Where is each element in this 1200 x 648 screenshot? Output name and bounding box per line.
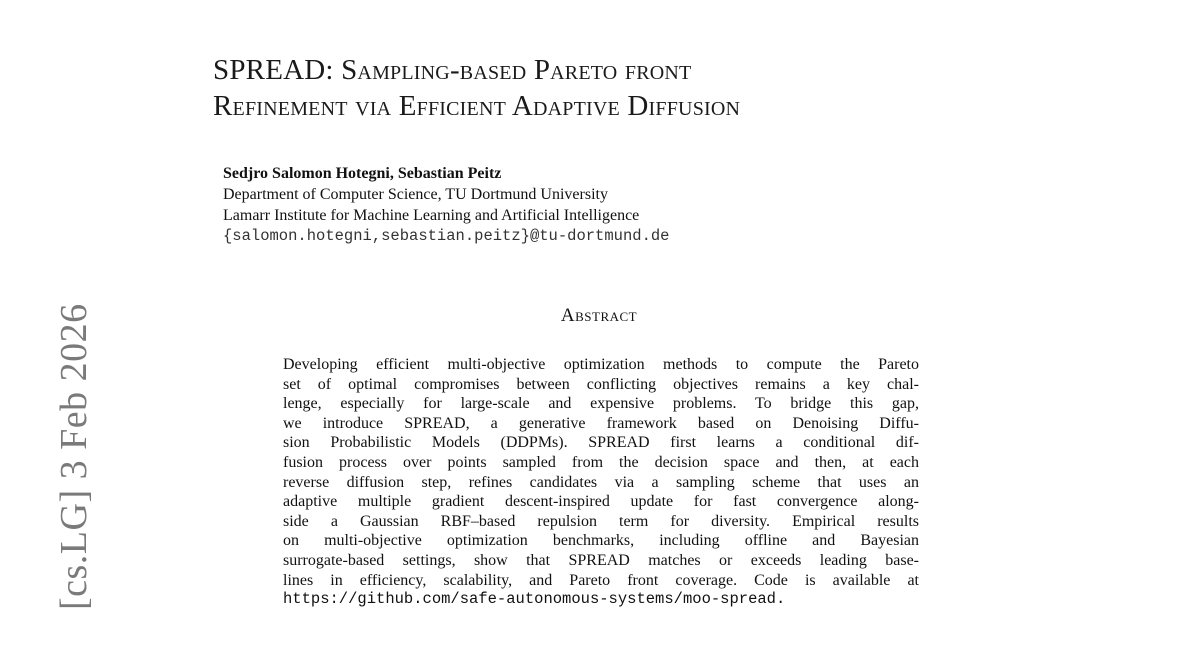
code-url-link[interactable]: https://github.com/safe-autonomous-systems/moo-spread. bbox=[283, 590, 786, 609]
author-block bbox=[223, 163, 669, 247]
abstract-line: side a Gaussian RBF–based repulsion term for diversity. Empirical results bbox=[283, 512, 919, 530]
title-line-1: SPREAD: Sampling-based Pareto front bbox=[213, 54, 692, 86]
abstract-line: on multi-objective optimization benchmarks, including offline and Bayesian bbox=[283, 532, 919, 550]
abstract-line: Developing efficient multi-objective optimization methods to compute the Pareto bbox=[283, 356, 919, 373]
abstract-line: reverse diffusion step, refines candidates via a sampling scheme that uses an bbox=[283, 473, 919, 491]
abstract-line: fusion process over points sampled from the decision space and then, at each bbox=[283, 453, 919, 471]
author-names: Sedjro Salomon Hotegni, Sebastian Peitz bbox=[223, 165, 502, 182]
abstract-line: sion Probabilistic Models (DDPMs). SPREAD first learns a conditional dif- bbox=[283, 434, 919, 452]
affiliation-1: Department of Computer Science, TU Dortmund University bbox=[223, 186, 608, 203]
abstract-line: set of optimal compromises between conflicting objectives remains a key chal- bbox=[283, 375, 919, 393]
abstract-body bbox=[283, 355, 919, 610]
abstract-line: surrogate-based settings, show that SPREAD matches or exceeds leading base- bbox=[283, 551, 919, 569]
abstract-heading-text: Abstract bbox=[560, 305, 638, 326]
arxiv-side-stamp: [cs.LG] 3 Feb 2026 bbox=[53, 303, 95, 610]
abstract-line: adaptive multiple gradient descent-inspired update for fast convergence along- bbox=[283, 493, 919, 511]
paper-title bbox=[213, 52, 1073, 124]
author-email[interactable]: {salomon.hotegni,sebastian.peitz}@tu-dortmund.de bbox=[223, 227, 670, 245]
title-line-2: Refinement via Efficient Adaptive Diffusion bbox=[213, 90, 741, 122]
abstract-line: we introduce SPREAD, a generative framework based on Denoising Diffu- bbox=[283, 414, 919, 432]
abstract-line: lines in efficiency, scalability, and Pareto front coverage. Code is available at bbox=[283, 571, 919, 589]
affiliation-2: Lamarr Institute for Machine Learning and Artificial Intelligence bbox=[223, 207, 640, 224]
abstract-heading bbox=[0, 305, 1200, 327]
abstract-line: lenge, especially for large-scale and expensive problems. To bridge this gap, bbox=[283, 395, 919, 413]
